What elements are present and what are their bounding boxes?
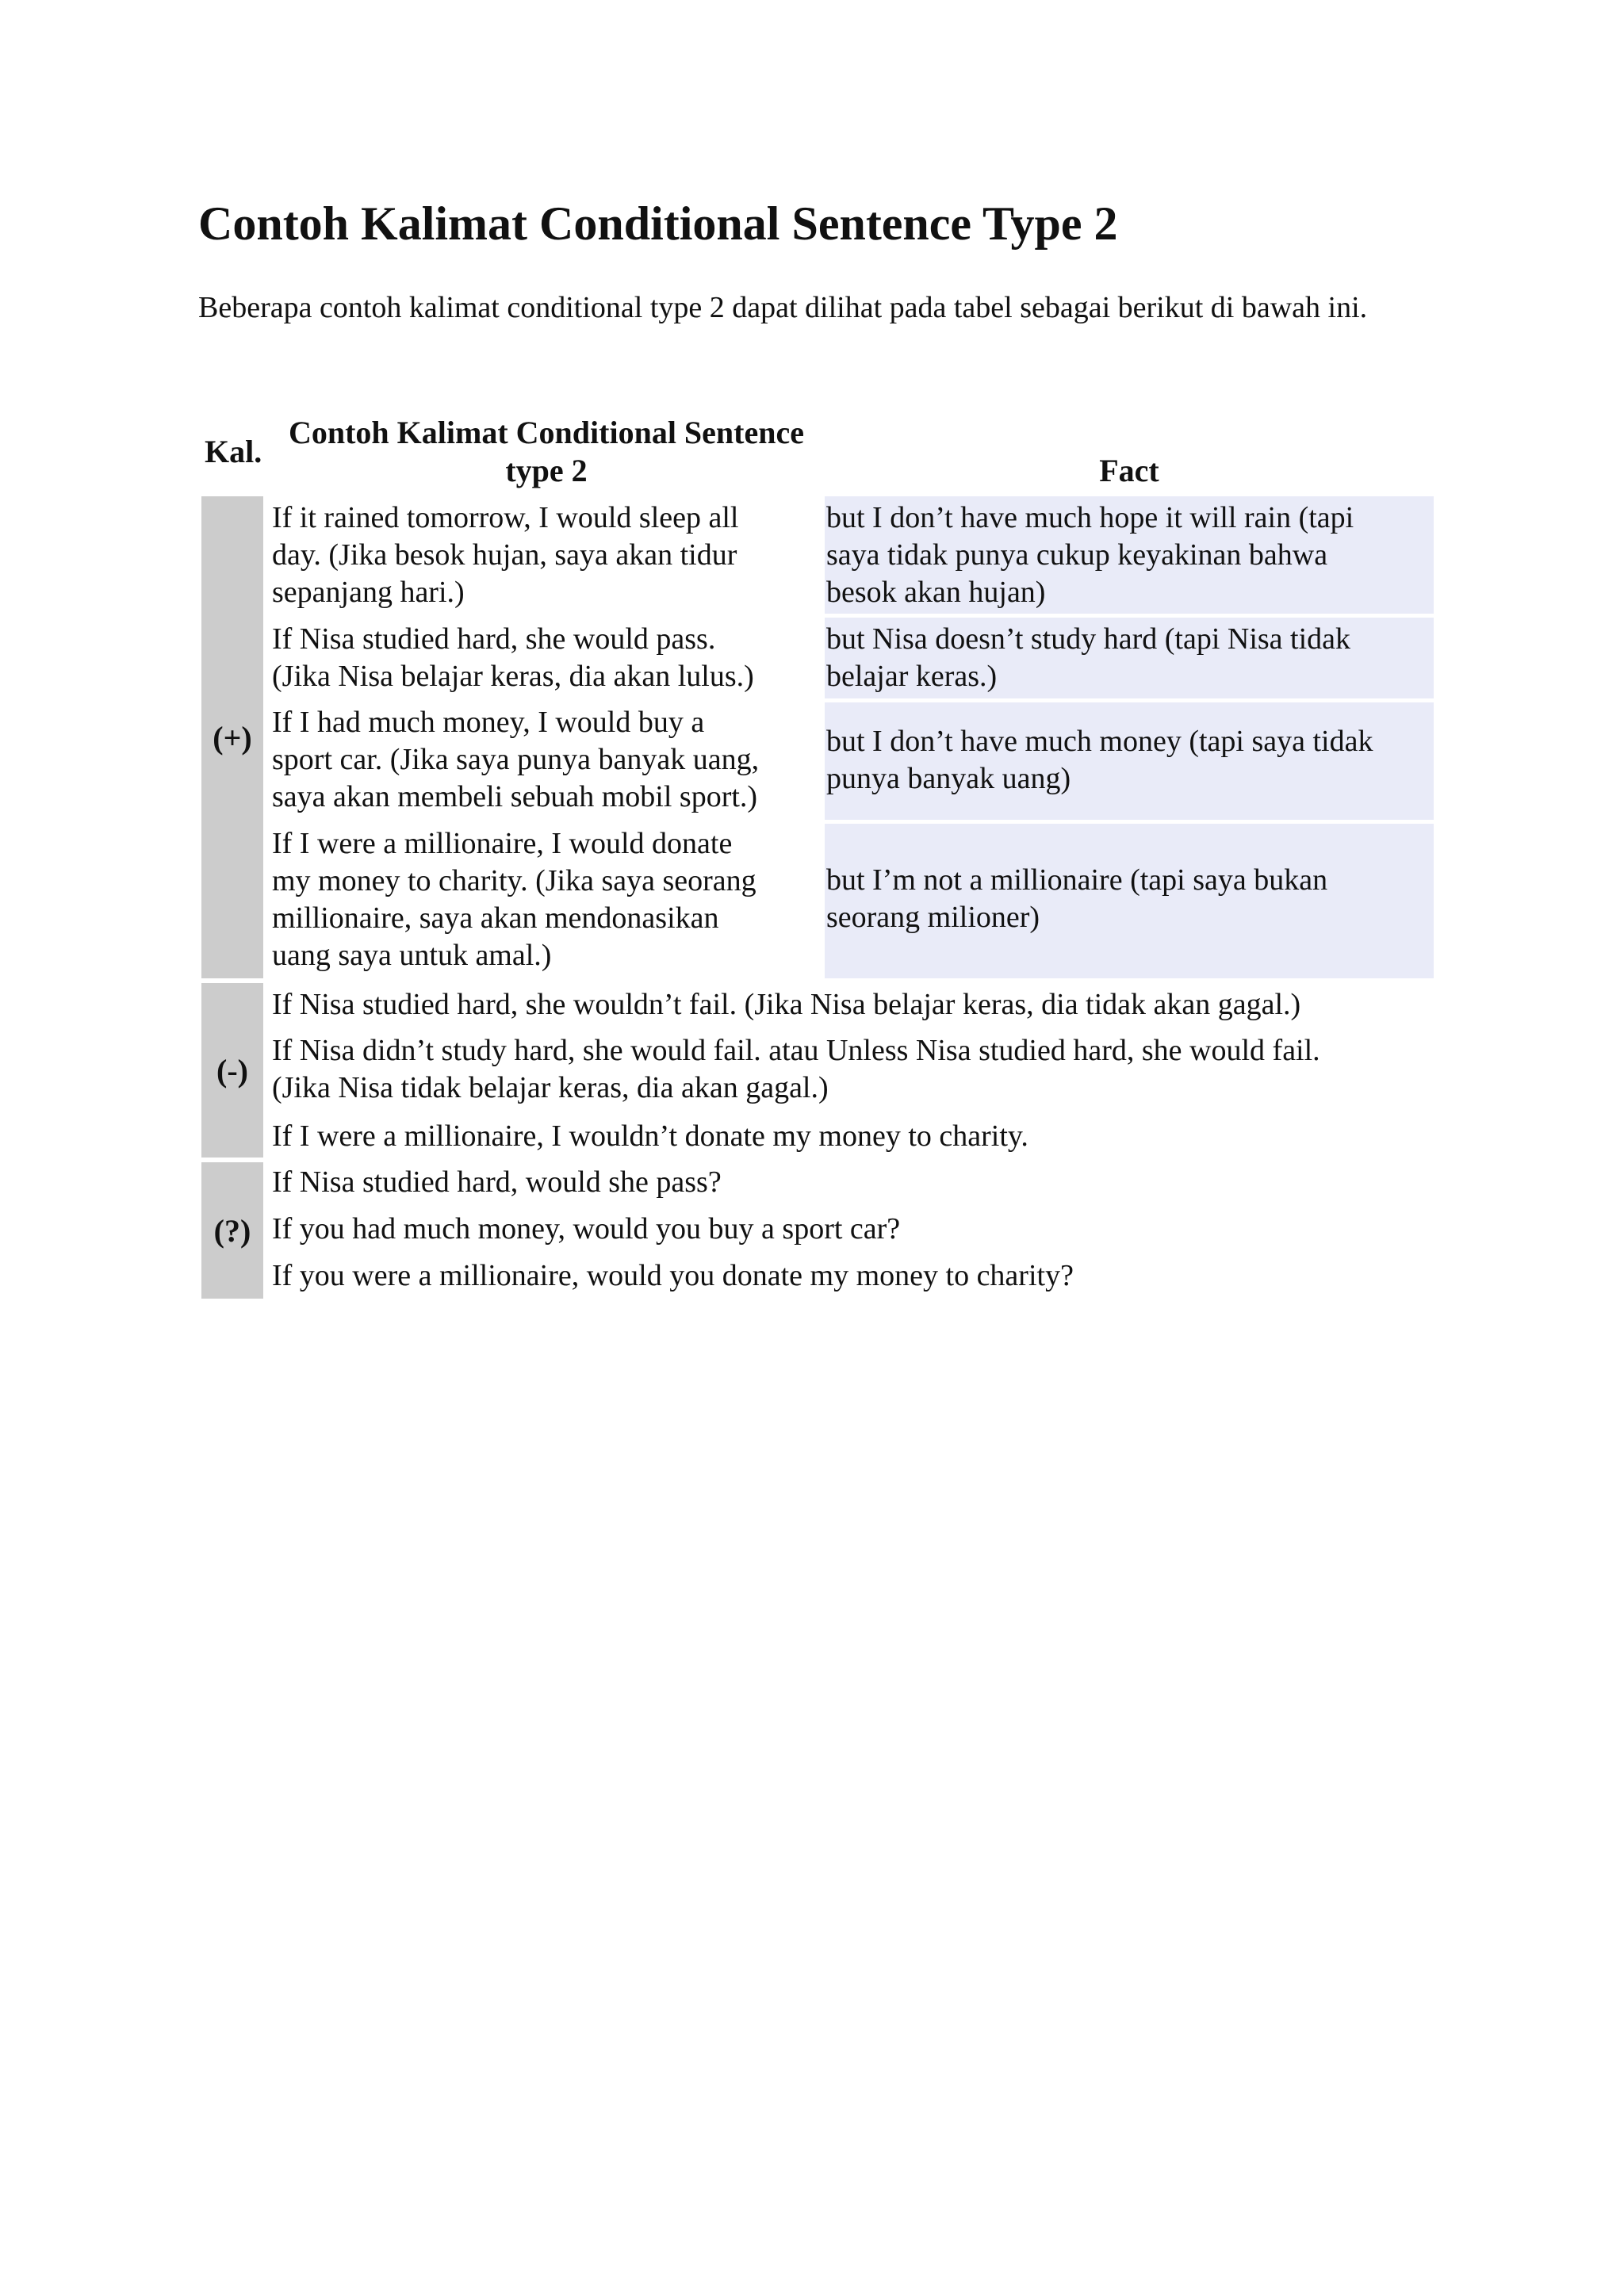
fact-line: but I don’t have much money (tapi saya tidak <box>826 725 1373 758</box>
fact-line: besok akan hujan) <box>826 576 1046 609</box>
kal-cell-negative <box>201 983 263 1158</box>
header-fact: Fact <box>1099 453 1159 488</box>
fact-line: but I don’t have much hope it will rain (tapi <box>826 501 1354 534</box>
sentence-line: If I had much money, I would buy a <box>272 706 705 739</box>
sentence-line: If Nisa studied hard, she would pass. <box>272 622 716 656</box>
sentence-line: If I were a millionaire, I wouldn’t donate my money to charity. <box>272 1119 1028 1153</box>
page-title: Contoh Kalimat Conditional Sentence Type 2 <box>198 197 1118 250</box>
kal-label-positive: (+) <box>213 719 252 756</box>
sentence-line: sepanjang hari.) <box>272 576 465 609</box>
fact-line: belajar keras.) <box>826 660 998 693</box>
fact-line: punya banyak uang) <box>826 762 1071 795</box>
kal-label-negative: (-) <box>216 1052 248 1089</box>
kal-label-question: (?) <box>213 1212 251 1249</box>
sentence-line: (Jika Nisa tidak belajar keras, dia akan gagal.) <box>272 1071 829 1104</box>
fact-cell <box>825 496 1434 614</box>
fact-cell <box>825 824 1434 978</box>
header-contoh-line1: Contoh Kalimat Conditional Sentence <box>288 415 805 450</box>
sentence-line: saya akan membeli sebuah mobil sport.) <box>272 780 758 813</box>
intro-paragraph: Beberapa contoh kalimat conditional type 2 dapat dilihat pada tabel sebagai berikut di bawah ini. <box>198 291 1368 324</box>
sentence-line: If I were a millionaire, I would donate <box>272 827 733 860</box>
fact-line: saya tidak punya cukup keyakinan bahwa <box>826 538 1328 572</box>
fact-line: but Nisa doesn’t study hard (tapi Nisa tidak <box>826 622 1351 656</box>
sentence-line: If you had much money, would you buy a sport car? <box>272 1212 901 1246</box>
sentence-line: (Jika Nisa belajar keras, dia akan lulus.) <box>272 660 754 693</box>
fact-line: seorang milioner) <box>826 901 1040 934</box>
header-contoh-line2: type 2 <box>505 453 588 488</box>
fact-cell <box>825 618 1434 698</box>
kal-cell-positive <box>201 496 263 978</box>
fact-line: but I’m not a millionaire (tapi saya bukan <box>826 863 1328 897</box>
sentence-line: If Nisa studied hard, she wouldn’t fail. (Jika Nisa belajar keras, dia tidak akan gagal.) <box>272 988 1301 1021</box>
sentence-line: If you were a millionaire, would you donate my money to charity? <box>272 1259 1074 1292</box>
kal-cell-question <box>201 1162 263 1299</box>
sentence-line: If Nisa studied hard, would she pass? <box>272 1165 722 1199</box>
sentence-line: If it rained tomorrow, I would sleep all <box>272 501 739 534</box>
sentence-line: uang saya untuk amal.) <box>272 939 552 972</box>
sentence-line: If Nisa didn’t study hard, she would fail. atau Unless Nisa studied hard, she would fail. <box>272 1034 1320 1067</box>
fact-cell <box>825 702 1434 820</box>
sentence-line: my money to charity. (Jika saya seorang <box>272 864 756 897</box>
header-kal: Kal. <box>205 434 262 469</box>
sentence-line: day. (Jika besok hujan, saya akan tidur <box>272 538 737 572</box>
sentence-line: millionaire, saya akan mendonasikan <box>272 901 719 935</box>
sentence-line: sport car. (Jika saya punya banyak uang, <box>272 743 760 776</box>
